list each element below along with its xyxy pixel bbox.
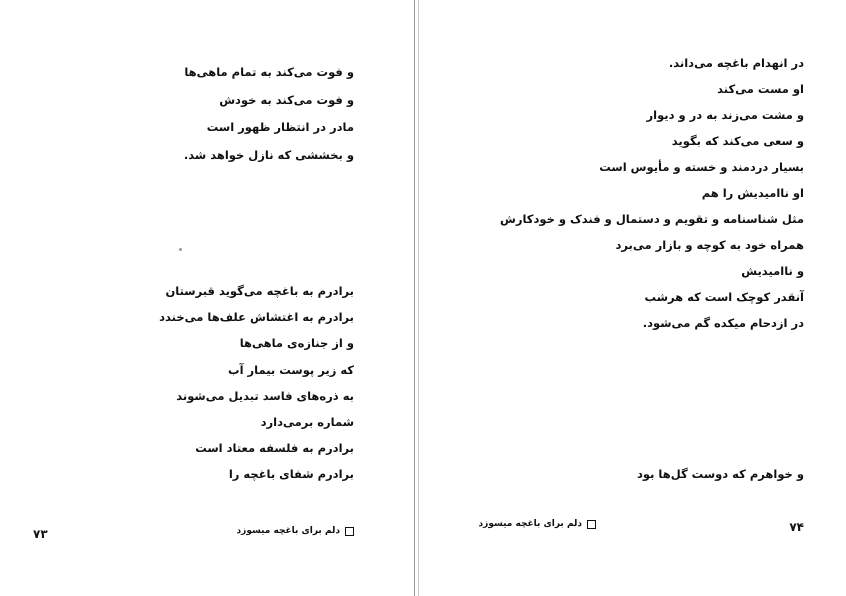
- page-number: ۷۳: [33, 527, 48, 541]
- poem-line: در ازدحام میکده گم می‌شود.: [642, 316, 804, 330]
- poem-line: برادرم به باغچه می‌گوید قبرستان: [165, 284, 354, 298]
- running-footer: [479, 519, 596, 529]
- poem-stanza: [500, 50, 804, 336]
- poem-line: همراه خود به کوچه و بازار می‌برد: [615, 238, 804, 252]
- poem-line: و سعی می‌کند که بگوید: [671, 134, 804, 148]
- poem-line: و فوت می‌کند به تمام ماهی‌ها: [184, 65, 354, 79]
- poem-line: آنقدر کوچک است که هرشب: [644, 290, 804, 304]
- page-number: ۷۴: [789, 520, 804, 534]
- page-gutter: [418, 0, 419, 596]
- poem-line: که زیر پوست بیمار آب: [228, 362, 354, 377]
- poem-line: او مست می‌کند: [717, 82, 804, 96]
- poem-line: برادرم شفای باغچه را: [228, 467, 354, 482]
- square-bullet-icon: [587, 520, 596, 529]
- poem-line: و خواهرم که دوست گل‌ها بود: [636, 467, 804, 481]
- footer-book-title: دلم برای باغچه میسوزد: [478, 519, 582, 529]
- poem-line: و مشت می‌زند به در و دیوار: [646, 108, 804, 122]
- page-gutter: [414, 0, 415, 596]
- poem-line: به ذره‌های فاسد تبدیل می‌شوند: [176, 388, 354, 403]
- poem-line: و بخششی که نازل خواهد شد.: [183, 147, 354, 162]
- poem-line: و فوت می‌کند به خودش: [219, 92, 354, 107]
- footer-book-title: دلم برای باغچه میسوزد: [236, 526, 340, 536]
- poem-stanza: [184, 59, 354, 169]
- poem-line: برادرم به اغتشاش علف‌ها می‌خندد: [159, 310, 354, 325]
- poem-stanza: [159, 278, 354, 488]
- poem-line: مثل شناسنامه و تقویم و دستمال و فندک و خودکارش: [499, 212, 804, 226]
- left-page: [0, 0, 412, 596]
- poem-line: در انهدام باغچه می‌داند.: [668, 56, 804, 70]
- poem-line: و از جنازه‌ی ماهی‌ها: [239, 336, 354, 351]
- running-footer: [237, 526, 354, 536]
- poem-line: بسیار دردمند و خسته و مأیوس است: [599, 160, 804, 174]
- poem-line: او ناامیدیش را هم: [701, 186, 804, 200]
- poem-stanza: [637, 461, 804, 487]
- right-page: [422, 0, 846, 596]
- print-speck: [179, 248, 182, 251]
- square-bullet-icon: [345, 527, 354, 536]
- poem-line: و ناامیدیش: [741, 264, 804, 278]
- poem-line: برادرم به فلسفه معتاد است: [195, 441, 354, 456]
- poem-line: مادر در انتظار ظهور است: [206, 120, 354, 134]
- poem-line: شماره برمی‌دارد: [260, 415, 354, 430]
